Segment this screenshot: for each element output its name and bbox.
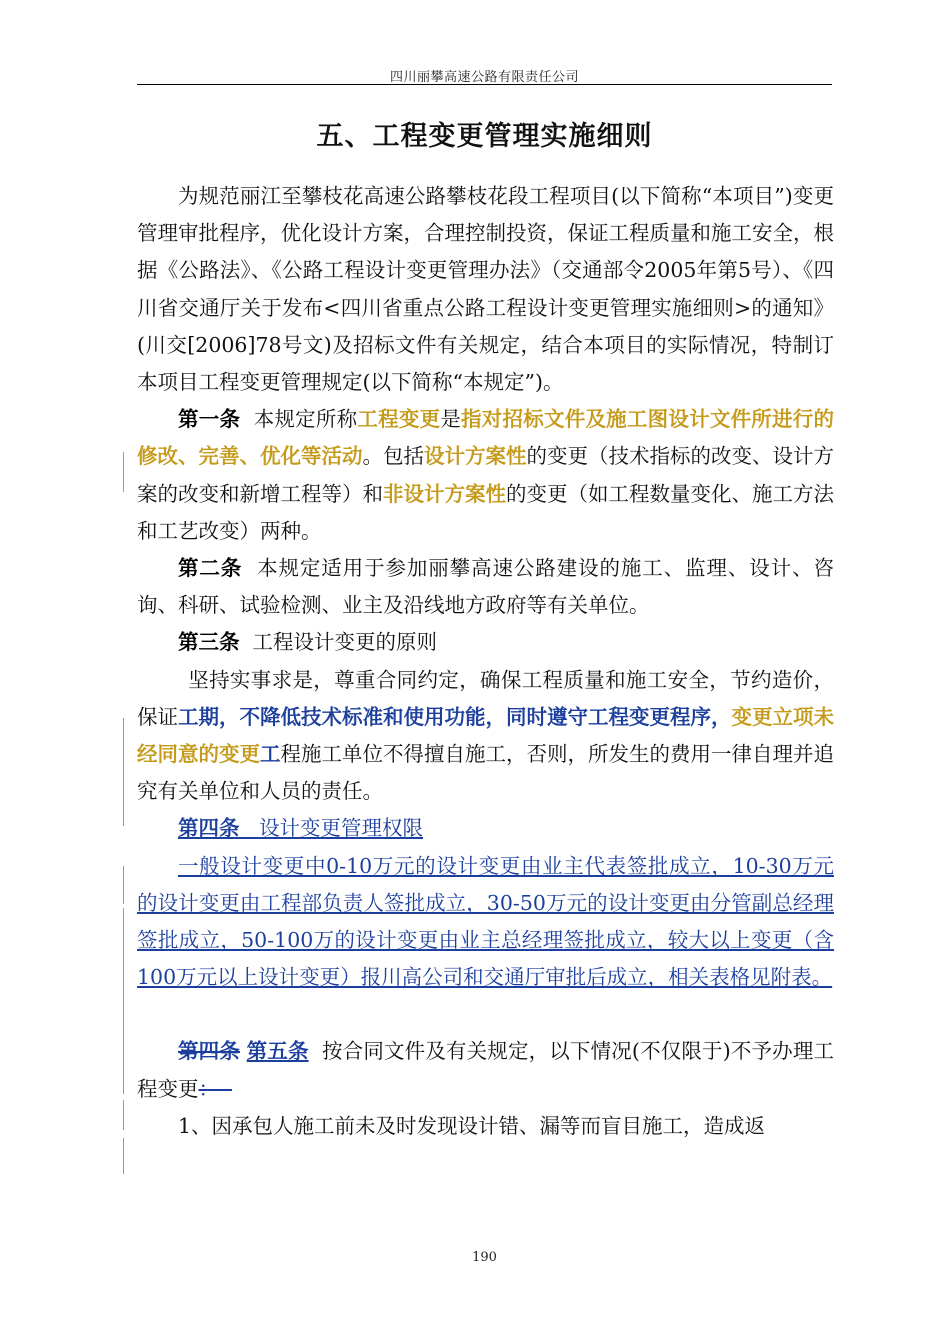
article-3-highlight-2: 变更立项未经同意的变更 — [137, 704, 834, 767]
header-rule — [137, 84, 832, 85]
article-1-text-3: 。包括 — [362, 444, 424, 469]
article-5-deleted-punct: ： — [198, 1076, 219, 1101]
article-1-text-2: 是 — [440, 407, 462, 432]
article-3 — [137, 624, 834, 661]
article-3-text-1: 坚持实事求是，尊重合同约定，确保工程质量和施工安全，节约造价，保证 — [137, 667, 834, 729]
revision-mark — [123, 1100, 124, 1130]
article-1-highlight-3: 设计方案性 — [424, 444, 527, 469]
intro-paragraph: 为规范丽江至攀枝花高速公路攀枝花段工程项目(以下简称“本项目”)变更管理审批程序，优化设计方案，合理控制投资，保证工程质量和施工安全，根据《公路法》、《公路工程设计变更管理办法》（交通部令2005年第5号）、《四川省交通厅关于发布<四川省重点公路工程设计变更管理实施细则>的通知》(川交[2006]78号文)及招标文件有关规定，结合本项目的实际情况，特制订本项目工程变更管理规定(以下简称“本规定”)。 — [137, 184, 834, 395]
article-4-label: 第四条 — [178, 816, 240, 841]
document-body — [137, 178, 834, 1145]
article-1-highlight-1: 工程变更 — [357, 407, 441, 432]
article-5-label: 第五条 — [246, 1039, 309, 1064]
article-3-highlight-3: 工 — [260, 742, 281, 767]
article-1-text-5: 的变更（如工程数量变化、施工方法和工艺改变）两种。 — [137, 481, 834, 543]
article-5-item-1: 1、因承包人施工前未及时发现设计错、漏等而盲目施工，造成返 — [178, 1113, 766, 1138]
article-1-highlight-2: 指对招标文件及施工图设计文件所进行的修改、完善、优化等活动 — [137, 407, 835, 469]
article-5-text: 按合同文件及有关规定，以下情况(不仅限于)不予办理工程变更 — [137, 1039, 834, 1101]
article-3-highlight-1: 工期，不降低技术标准和使用功能，同时遵守工程变更程序， — [178, 704, 732, 729]
article-1-highlight-4: 非设计方案性 — [383, 481, 506, 506]
article-2-text: 本规定适用于参加丽攀高速公路建设的施工、监理、设计、咨询、科研、试验检测、业主及沿线地方政府等有关单位。 — [137, 556, 835, 618]
article-3-label: 第三条 — [178, 630, 240, 655]
document-title: 五、工程变更管理实施细则 — [316, 121, 653, 152]
article-1-text-1: 本规定所称 — [253, 407, 358, 432]
page-header: 四川丽攀高速公路有限责任公司 — [389, 70, 579, 85]
article-4 — [137, 810, 834, 847]
article-4-title: 设计变更管理权限 — [259, 816, 424, 841]
page-number: 190 — [472, 1250, 497, 1265]
revision-mark — [123, 908, 124, 1094]
revision-mark — [123, 452, 124, 492]
article-4-text: 一般设计变更中0-10万元的设计变更由业主代表签批成立，10-30万元的设计变更由工程部负责人签批成立，30-50万元的设计变更由分管副总经理签批成立，50-100万的设计变更由业主总经理签批成立，较大以上变更（含100万元以上设计变更）报川高公司和交通厅审批后成立，相关表格见附表。 — [137, 853, 834, 990]
article-4-paragraph — [137, 848, 834, 997]
article-1 — [137, 401, 834, 550]
article-5-deleted-mark — [219, 1077, 232, 1101]
article-3-title: 工程设计变更的原则 — [252, 630, 438, 655]
article-5-deleted-label: 第四条 — [178, 1039, 240, 1064]
article-2 — [137, 550, 834, 624]
revision-mark — [123, 1138, 124, 1174]
article-3-text-2: 程施工单位不得擅自施工，否则，所发生的费用一律自理并追究有关单位和人员的责任。 — [137, 742, 834, 804]
article-3-principle — [137, 662, 834, 811]
blank-line — [137, 996, 834, 1033]
article-2-label: 第二条 — [178, 556, 243, 581]
article-5 — [137, 1033, 834, 1107]
revision-mark — [123, 718, 124, 826]
article-1-label: 第一条 — [178, 407, 241, 432]
article-1-text-4: 的变更（技术指标的改变、设计方案的改变和新增工程等）和 — [137, 444, 834, 506]
revision-mark — [123, 866, 124, 904]
